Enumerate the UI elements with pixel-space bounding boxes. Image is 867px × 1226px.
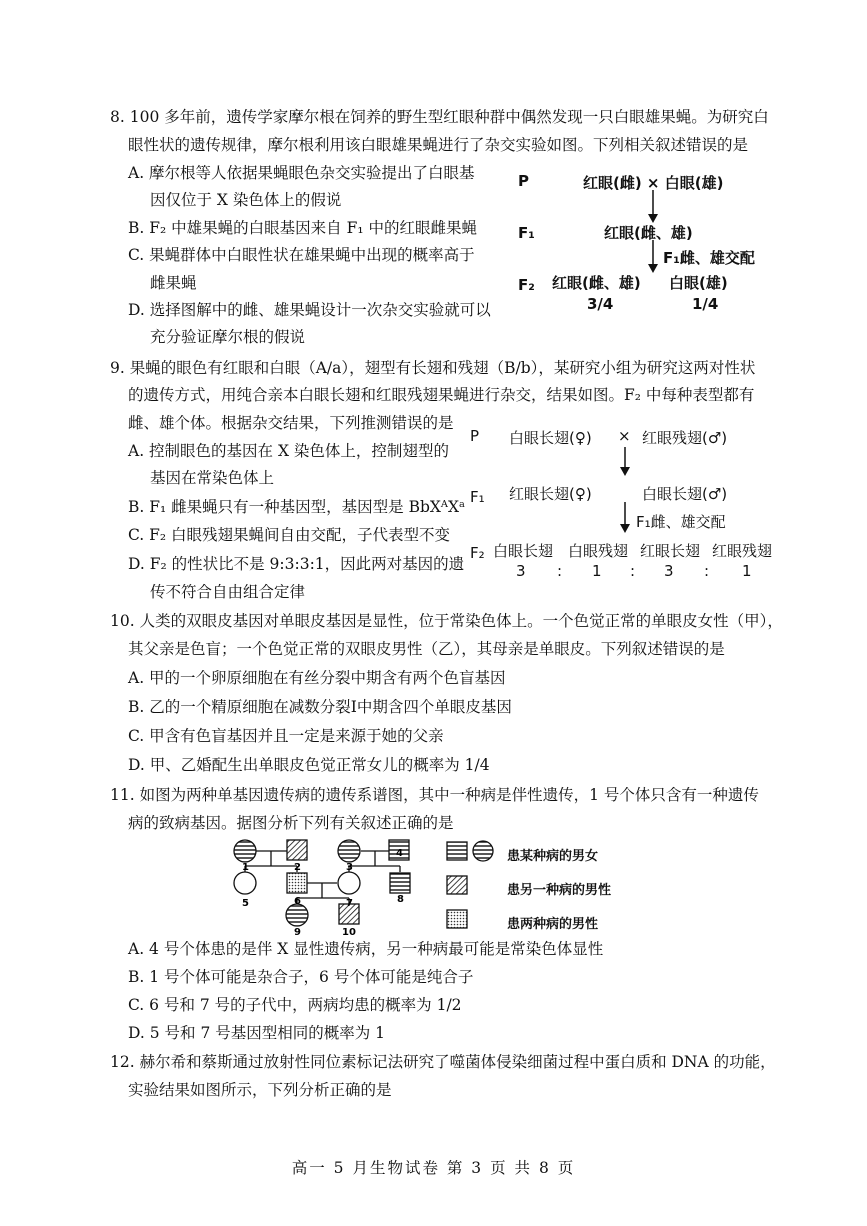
q9-option-d-line2: 传不符合自由组合定律 xyxy=(150,583,306,601)
q8-diagram-ratio-left: 3/4 xyxy=(587,295,614,313)
q9-f2-colon-2: : xyxy=(630,562,636,580)
q8-arrow-1 xyxy=(646,190,660,224)
q8-diagram-f1-text: 红眼(雌、雄) xyxy=(604,224,693,242)
page-footer: 高一 5 月生物试卷 第 3 页 共 8 页 xyxy=(291,1159,576,1177)
q8-option-a-line2: 因仅位于 X 染色体上的假说 xyxy=(150,191,342,209)
legend-male-one-disease-icon xyxy=(447,842,467,860)
q8-diagram-f1-label: F₁ xyxy=(518,224,535,242)
q8-option-c-line1: C. 果蝇群体中白眼性状在雄果蝇中出现的概率高于 xyxy=(128,246,475,264)
q11-option-c: C. 6 号和 7 号的子代中，两病均患的概率为 1/2 xyxy=(128,996,462,1014)
q8-stem-line2: 眼性状的遗传规律，摩尔根利用该白眼雄果蝇进行了杂交实验如图。下列相关叙述错误的是 xyxy=(128,136,749,154)
pedigree-individual-5 xyxy=(234,872,256,894)
q8-option-d-line2: 充分验证摩尔根的假说 xyxy=(150,328,306,346)
q9-f2-ratio-1: 3 xyxy=(516,562,526,580)
pedigree-individual-7 xyxy=(338,872,360,894)
pedigree-individual-8 xyxy=(390,873,410,893)
legend-label-3: 患两种病的男性 xyxy=(507,917,599,932)
q9-diagram-f2-label: F₂ xyxy=(470,544,485,562)
q9-f2-colon-3: : xyxy=(704,562,710,580)
q9-f2-ratio-3: 3 xyxy=(664,562,674,580)
q9-option-b: B. F₁ 雌果蝇只有一种基因型，基因型是 BbXᴬXᵃ xyxy=(128,498,465,516)
q9-stem-line3: 雌、雄个体。根据杂交结果，下列推测错误的是 xyxy=(128,414,454,432)
pedigree-label-2: 2 xyxy=(294,862,301,873)
q11-option-a: A. 4 号个体患的是伴 X 显性遗传病，另一种病最可能是常染色体显性 xyxy=(128,940,604,958)
pedigree-individual-2 xyxy=(287,840,307,860)
pedigree-label-7: 7 xyxy=(346,898,353,909)
q12-stem-line1: 12. 赫尔希和蔡斯通过放射性同位素标记法研究了噬菌体侵染细菌过程中蛋白质和 DNA 的功能， xyxy=(110,1053,776,1071)
q11-option-d: D. 5 号和 7 号基因型相同的概率为 1 xyxy=(128,1024,386,1042)
legend-female-one-disease-icon xyxy=(473,841,493,861)
q9-f2-item-3: 红眼长翅 xyxy=(640,542,701,560)
q9-f2-ratio-2: 1 xyxy=(592,562,602,580)
q8-arrow-2 xyxy=(646,240,660,274)
pedigree-individual-9 xyxy=(286,904,308,926)
pedigree-label-8: 8 xyxy=(397,894,404,905)
q8-diagram-p-label: P xyxy=(518,172,529,190)
pedigree-label-3: 3 xyxy=(346,862,353,873)
q9-diagram-f1-cross: F₁雌、雄交配 xyxy=(636,513,726,531)
q10-stem-line2: 其父亲是色盲；一个色觉正常的双眼皮男性（乙），其母亲是单眼皮。下列叙述错误的是 xyxy=(128,640,725,658)
q10-stem-line1: 10. 人类的双眼皮基因对单眼皮基因是显性，位于常染色体上。一个色觉正常的单眼皮女性（甲）， xyxy=(110,612,783,630)
pedigree-individual-1 xyxy=(234,840,256,862)
q9-arrow-2 xyxy=(618,502,632,534)
q10-option-d: D. 甲、乙婚配生出单眼皮色觉正常女儿的概率为 1/4 xyxy=(128,756,490,774)
q8-diagram-ratio-right: 1/4 xyxy=(692,295,719,313)
legend-male-both-diseases-icon xyxy=(447,910,467,928)
legend-label-2: 患另一种病的男性 xyxy=(507,883,612,898)
q8-option-a-line1: A. 摩尔根等人依据果蝇眼色杂交实验提出了白眼基 xyxy=(128,164,475,182)
legend-label-1: 患某种病的男女 xyxy=(507,849,599,864)
q8-option-b: B. F₂ 中雄果蝇的白眼基因来自 F₁ 中的红眼雌果蝇 xyxy=(128,219,477,237)
q9-diagram-f1-right: 白眼长翅(♂) xyxy=(642,485,728,503)
q9-option-d-line1: D. F₂ 的性状比不是 9:3:3:1，因此两对基因的遗 xyxy=(128,555,465,573)
q9-f2-colon-1: : xyxy=(557,562,563,580)
pedigree-label-10: 10 xyxy=(342,927,356,936)
pedigree-label-1: 1 xyxy=(242,862,249,873)
q9-diagram-f1-label: F₁ xyxy=(470,488,485,506)
q9-option-c: C. F₂ 白眼残翅果蝇间自由交配，子代表型不变 xyxy=(128,526,451,544)
pedigree-individual-6 xyxy=(287,873,307,893)
q8-diagram-f2-right: 白眼(雄) xyxy=(669,274,728,292)
pedigree-individual-3 xyxy=(338,840,360,862)
q8-diagram-f1-cross: F₁雌、雄交配 xyxy=(663,249,755,267)
q9-option-a-line2: 基因在常染色体上 xyxy=(150,469,275,487)
q9-stem-line2: 的遗传方式，用纯合亲本白眼长翅和红眼残翅果蝇进行杂交，结果如图。F₂ 中每种表型都有 xyxy=(128,386,755,404)
pedigree-label-9: 9 xyxy=(294,927,301,936)
q9-diagram-p-right: 红眼残翅(♂) xyxy=(642,429,728,447)
pedigree-label-5: 5 xyxy=(242,898,249,909)
q8-diagram-p-cross: 红眼(雌) × 白眼(雄) xyxy=(583,174,724,192)
q8-stem-line1: 8. 100 多年前，遗传学家摩尔根在饲养的野生型红眼种群中偶然发现一只白眼雄果蝇。为研究白 xyxy=(110,108,769,126)
pedigree-label-4: 4 xyxy=(396,848,403,859)
q11-stem-line2: 病的致病基因。据图分析下列有关叙述正确的是 xyxy=(128,814,454,832)
q10-option-b: B. 乙的一个精原细胞在减数分裂Ⅰ中期含四个单眼皮基因 xyxy=(128,698,512,716)
q9-option-a-line1: A. 控制眼色的基因在 X 染色体上，控制翅型的 xyxy=(128,442,449,460)
pedigree-label-6: 6 xyxy=(294,896,301,907)
q9-f2-item-2: 白眼残翅 xyxy=(568,542,629,560)
q9-diagram-p-left: 白眼长翅(♀) xyxy=(509,429,592,447)
q9-f2-ratio-4: 1 xyxy=(742,562,752,580)
legend-male-other-disease-icon xyxy=(447,876,467,894)
q9-diagram-f1-left: 红眼长翅(♀) xyxy=(509,485,592,503)
q8-diagram-f2-label: F₂ xyxy=(518,276,535,294)
q11-stem-line1: 11. 如图为两种单基因遗传病的遗传系谱图，其中一种病是伴性遗传，1 号个体只含有一种遗传 xyxy=(110,786,759,804)
q8-option-c-line2: 雌果蝇 xyxy=(150,274,197,292)
q12-stem-line2: 实验结果如图所示，下列分析正确的是 xyxy=(128,1081,392,1099)
q9-f2-item-4: 红眼残翅 xyxy=(712,542,773,560)
q10-option-a: A. 甲的一个卵原细胞在有丝分裂中期含有两个色盲基因 xyxy=(128,669,506,687)
q9-stem-line1: 9. 果蝇的眼色有红眼和白眼（A/a），翅型有长翅和残翅（B/b），某研究小组为研究这两对性状 xyxy=(110,359,756,377)
q9-arrow-1 xyxy=(618,447,632,477)
q10-option-c: C. 甲含有色盲基因并且一定是来源于她的父亲 xyxy=(128,727,444,745)
q9-diagram-p-x: × xyxy=(618,427,631,445)
q11-option-b: B. 1 号个体可能是杂合子，6 号个体可能是纯合子 xyxy=(128,968,474,986)
q9-f2-item-1: 白眼长翅 xyxy=(493,542,554,560)
q9-diagram-p-label: P xyxy=(470,427,480,445)
q8-diagram-f2-left: 红眼(雌、雄) xyxy=(552,274,641,292)
q8-option-d-line1: D. 选择图解中的雌、雄果蝇设计一次杂交实验就可以 xyxy=(128,301,491,319)
